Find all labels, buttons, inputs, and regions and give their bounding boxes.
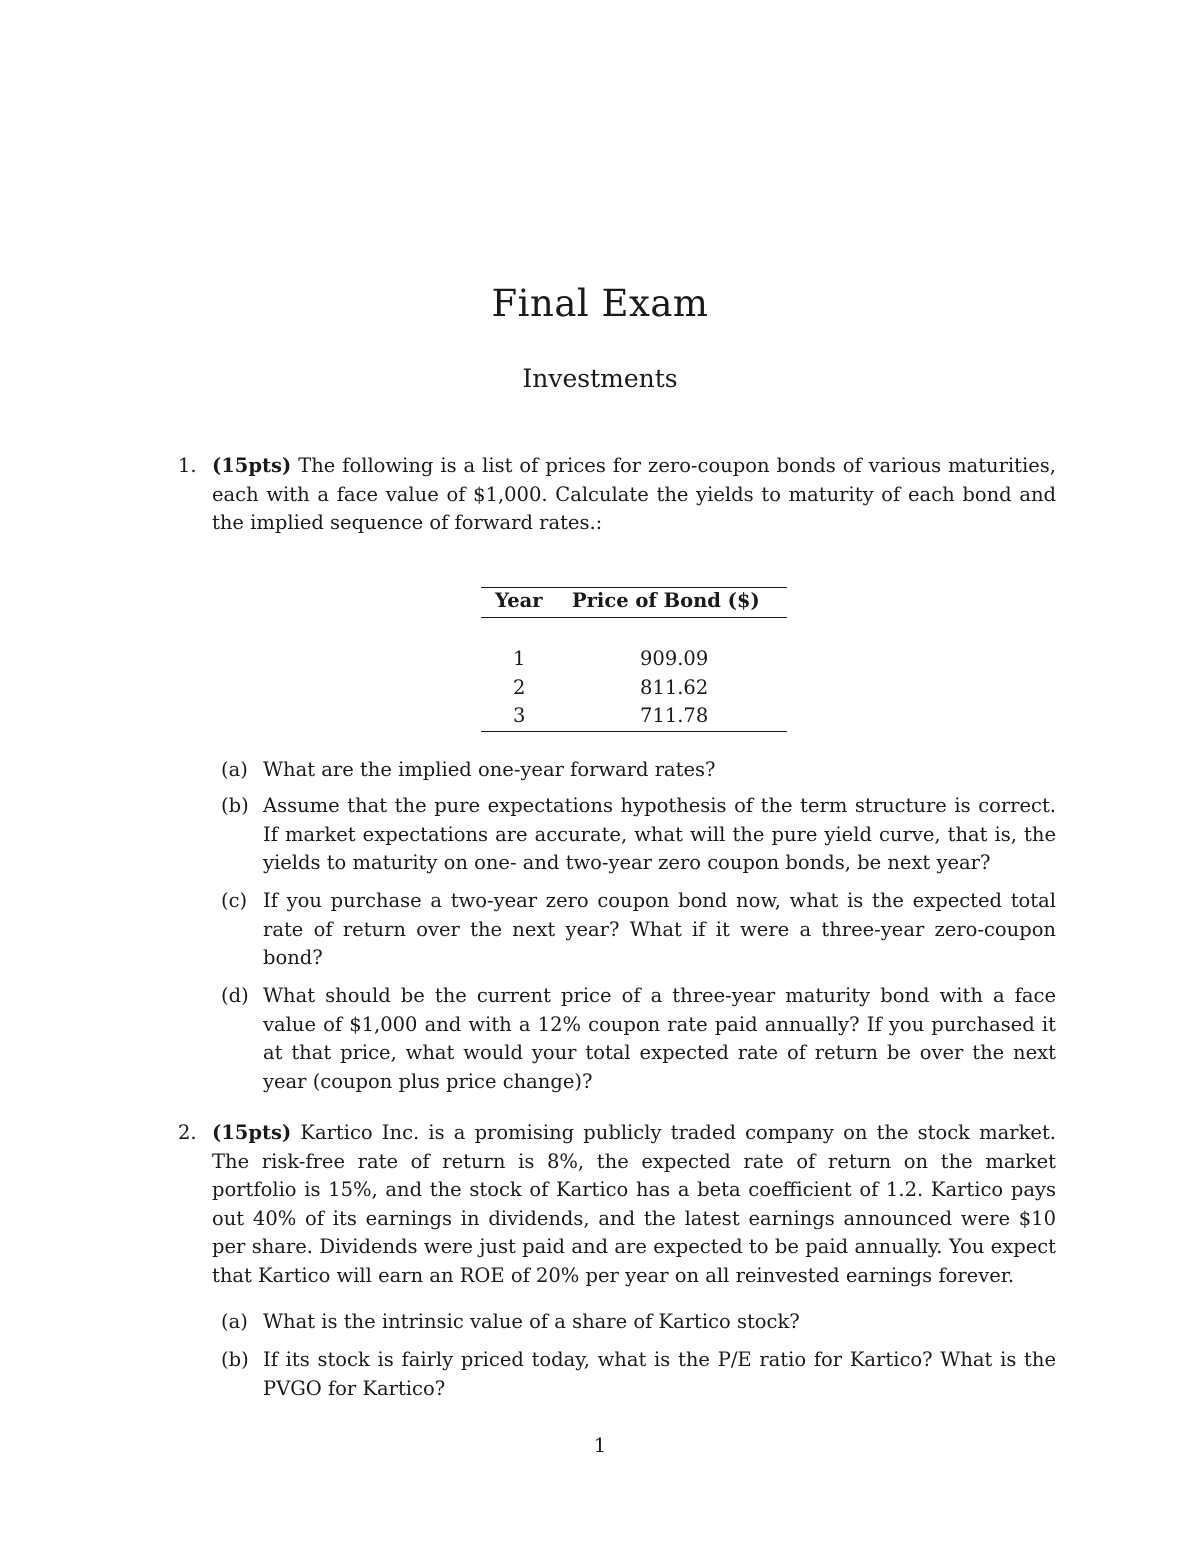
question-1-part-d (221, 982, 1056, 1096)
question-1-part-a (221, 756, 1056, 785)
part-label: (b) (221, 1348, 249, 1371)
table-cell-price: 811.62 (640, 676, 709, 699)
exam-subtitle: Investments (522, 364, 678, 393)
part-label: (a) (221, 758, 248, 781)
part-text: What is the intrinsic value of a share of Kartico stock? (263, 1310, 800, 1333)
part-label: (b) (221, 794, 249, 817)
table-bottom-rule (481, 731, 787, 732)
part-text: What are the implied one-year forward rates? (263, 758, 716, 781)
table-cell-price: 711.78 (640, 704, 709, 727)
question-2-text: Kartico Inc. is a promising publicly traded company on the stock market. The risk-free rate of return is 8%, the expected rate of return on the market portfolio is 15%, and the stock of Kartico has a beta coefficient of 1.2. Kartico pays out 40% of its earnings in dividends, and the latest earnings announced were $10 per share. Dividends were just paid and are expected to be paid annually. You expect that Kartico will earn an ROE of 20% per year on all reinvested earnings forever. (212, 1121, 1056, 1287)
question-2-part-a (221, 1308, 1056, 1337)
question-1 (178, 452, 1056, 538)
part-text: If its stock is fairly priced today, what is the P/E ratio for Kartico? What is the PVGO for Kartico? (263, 1348, 1056, 1400)
part-text: If you purchase a two-year zero coupon bond now, what is the expected total rate of return over the next year? What if it were a three-year zero-coupon bond? (263, 889, 1056, 969)
table-cell-price: 909.09 (640, 647, 709, 670)
question-2-number: 2. (178, 1121, 197, 1144)
question-1-part-c (221, 887, 1056, 973)
question-1-number: 1. (178, 454, 197, 477)
part-label: (a) (221, 1310, 248, 1333)
part-label: (c) (221, 889, 248, 912)
question-1-text: The following is a list of prices for zero-coupon bonds of various maturities, each with a face value of $1,000. Calculate the yields to maturity of each bond and the implied sequence of forward rates.: (212, 454, 1056, 534)
part-label: (d) (221, 984, 249, 1007)
table-cell-year: 2 (513, 676, 526, 699)
page-number: 1 (593, 1434, 607, 1457)
table-top-rule (481, 587, 787, 588)
question-1-points: (15pts) (212, 454, 292, 477)
part-text: Assume that the pure expectations hypothesis of the term structure is correct. If market expectations are accurate, what will the pure yield curve, that is, the yields to maturity on one- and two-year zero coupon bonds, be next year? (263, 794, 1056, 874)
question-2 (178, 1119, 1056, 1290)
part-text: What should be the current price of a three-year maturity bond with a face value of $1,000 and with a 12% coupon rate paid annually? If you purchased it at that price, what would your total expected rate of return be over the next year (coupon plus price change)? (263, 984, 1056, 1093)
table-header-rule (481, 617, 787, 618)
table-header-price: Price of Bond ($) (572, 589, 760, 612)
question-2-part-b (221, 1346, 1056, 1403)
question-2-points: (15pts) (212, 1121, 292, 1144)
question-1-part-b (221, 792, 1056, 878)
table-cell-year: 3 (513, 704, 526, 727)
exam-title: Final Exam (491, 282, 709, 325)
table-cell-year: 1 (513, 647, 526, 670)
table-header-year: Year (495, 589, 543, 612)
